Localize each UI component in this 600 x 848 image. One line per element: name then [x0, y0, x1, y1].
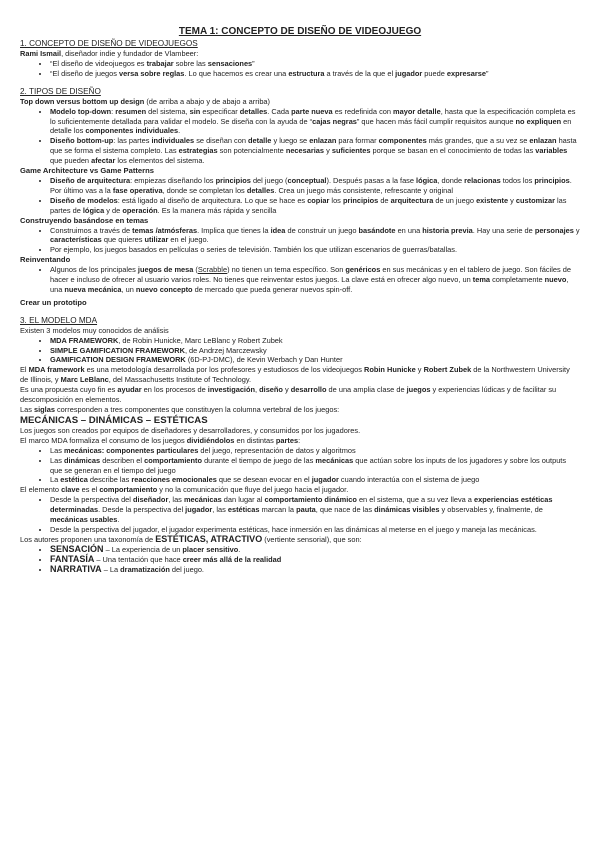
architecture-list	[20, 176, 580, 216]
aesthetics-list	[20, 545, 580, 575]
paragraph: El MDA framework es una metodología desarrollada por los profesores y estudiosos de los videojuegos Robin Hunicke y Robert Zubek de la Northwestern University de Illinois, y Marc LeBlanc, del Massachusetts Institute of Technology.	[20, 365, 570, 385]
subheading-reinventing: Reinventando	[20, 255, 71, 265]
themes-list	[20, 226, 580, 256]
list-item: • Algunos de los principales juegos de mesa (Scrabble) no tienen un tema específico. Son genéricos en sus mecánicas y en el tablero de juego. Son fáciles de hacer e incluso de ofrecer al usuario varios roles. No tienes que reinventar estos juegos. La clave está en ofrecer algo nuevo, un tema completamente nuevo, una nueva mecánica, un nuevo concepto de mercado que pueda generar nuevos spin-off.	[50, 265, 580, 295]
paragraph: Es una propuesta cuyo fin es ayudar en los procesos de investigación, diseño y desarrollo de una amplia clase de juegos y experiencias lúdicas y de facilitar su descomposición en elementos.	[20, 385, 557, 405]
list-item: • “El diseño de juegos versa sobre reglas. Lo que hacemos es crear una estructura a través de la que el jugador puede expresarse”	[50, 69, 580, 79]
list-item: • Desde la perspectiva del jugador, el jugador experimenta estéticas, hace inmersión en las dinámicas al meterse en el juego y maneja las mecánicas.	[50, 525, 580, 535]
paragraph: Las siglas corresponden a tres componentes que constituyen la columna vertebral de los juegos:	[20, 405, 340, 414]
list-item: • Diseño de arquitectura: empiezas diseñando los principios del juego (conceptual). Después pasas a la fase lógica, donde relacionas todos los principios. Por último vas a la fase operativa, donde se completan los detalles. Crea un juego más consistente, refrescante y original	[50, 176, 580, 196]
author-line: Rami Ismail, diseñador indie y fundador de Vlambeer:	[20, 49, 199, 58]
list-item: • Construimos a través de temas /atmósferas. Implica que tienes la idea de construir un juego basándote en una historia previa. Hay una serie de personajes y características que quieres utilizar en el juego.	[50, 226, 580, 246]
perspective-list	[20, 495, 580, 535]
list-item: • Por ejemplo, los juegos basados en películas o series de televisión. También los que utilizan escenarios de guerras/batallas.	[50, 245, 580, 255]
section-2-heading: 2. TIPOS DE DISEÑO	[20, 86, 101, 96]
list-item: • Desde la perspectiva del diseñador, las mecánicas dan lugar al comportamiento dinámico en el sistema, que a su vez lleva a experiencias estéticas determinadas. Desde la perspectiva del jugador, las estéticas marcan la pauta, que nace de las dinámicas visibles y observables y, finalmente, de mecánicas usables.	[50, 495, 580, 525]
list-item: • “El diseño de videojuegos es trabajar sobre las sensaciones”	[50, 59, 580, 69]
models-list	[20, 336, 580, 366]
list-item: • Diseño bottom-up: las partes individuales se diseñan con detalle y luego se enlazan para formar componentes más grandes, que a su vez se enlazan hasta que se forma el sistema completo. Las estrategias son potencialmente necesarias y suficientes porque se basan en el conocimiento de todas las variables que pueden afectar los elementos del sistema.	[50, 136, 580, 166]
quotes-list	[20, 59, 580, 79]
list-item: • Modelo top-down: resumen del sistema, sin especificar detalles. Cada parte nueva es redefinida con mayor detalle, hasta que la especificación completa es lo suficientemente detallada para validar el modelo. Se diseña con la ayuda de “cajas negras” que hacen más fácil cumplir requisitos aunque no expliquen en detalle los componentes individuales.	[50, 107, 580, 137]
paragraph: El elemento clave es el comportamiento y no la comunicación que fluye del juego hacia el jugador.	[20, 485, 349, 495]
subheading-themes: Construyendo basándose en temas	[20, 215, 149, 225]
list-item: • Diseño de modelos: está ligado al diseño de arquitectura. Lo que se hace es copiar los principios de arquitectura de un juego existente y customizar las partes de lógica y de operación. Es la manera más rápida y sencilla	[50, 196, 580, 216]
reinventing-list	[20, 265, 580, 295]
list-item: • MDA FRAMEWORK, de Robin Hunicke, Marc LeBlanc y Robert Zubek	[50, 336, 580, 346]
mda-parts-list	[20, 446, 580, 486]
paragraph: Los autores proponen una taxonomía de ESTÉTICAS, ATRACTIVO (vertiente sensorial), que son:	[20, 533, 362, 544]
design-models-list	[20, 107, 580, 166]
list-item: • SIMPLE GAMIFICATION FRAMEWORK, de Andrzej Marczewsky	[50, 346, 580, 356]
subheading-prototype: Crear un prototipo	[20, 297, 87, 307]
list-item: • NARRATIVA – La dramatización del juego.	[50, 565, 580, 575]
subheading-architecture: Game Architecture vs Game Patterns	[20, 166, 154, 176]
list-item: • Las dinámicas describen el comportamiento durante el tiempo de juego de las mecánicas que actúan sobre los inputs de los jugadores y sobre los outputs que se generan en el tiempo del juego	[50, 456, 580, 476]
list-item: • FANTASÍA – Una tentación que hace creer más allá de la realidad	[50, 555, 580, 565]
section-1-heading: 1. CONCEPTO DE DISEÑO DE VIDEOJUEGOS	[20, 39, 198, 48]
document-page	[20, 0, 580, 575]
list-item: • La estética describe las reacciones emocionales que se desean evocar en el jugador cuando interactúa con el sistema de juego	[50, 475, 580, 485]
subheading-top-down: Top down versus bottom up design (de arriba a abajo y de abajo a arriba)	[20, 96, 270, 106]
paragraph: Los juegos son creados por equipos de diseñadores y desarrolladores, y consumidos por los jugadores.	[20, 425, 361, 435]
mda-heading: MECÁNICAS – DINÁMICAS – ESTÉTICAS	[20, 414, 208, 426]
paragraph: El marco MDA formaliza el consumo de los juegos dividiéndolos en distintas partes:	[20, 435, 301, 445]
models-intro: Existen 3 modelos muy conocidos de análisis	[20, 325, 169, 335]
list-item: • GAMIFICATION DESIGN FRAMEWORK (6D-PJ-DMC), de Kevin Werbach y Dan Hunter	[50, 355, 580, 365]
list-item: • SENSACIÓN – La experiencia de un placer sensitivo.	[50, 545, 580, 555]
page-title: TEMA 1: CONCEPTO DE DISEÑO DE VIDEOJUEGO	[178, 26, 422, 37]
list-item: • Las mecánicas: componentes particulares del juego, representación de datos y algoritmos	[50, 446, 580, 456]
author-name: Rami Ismail	[20, 49, 62, 58]
section-3-heading: 3. EL MODELO MDA	[20, 315, 98, 325]
